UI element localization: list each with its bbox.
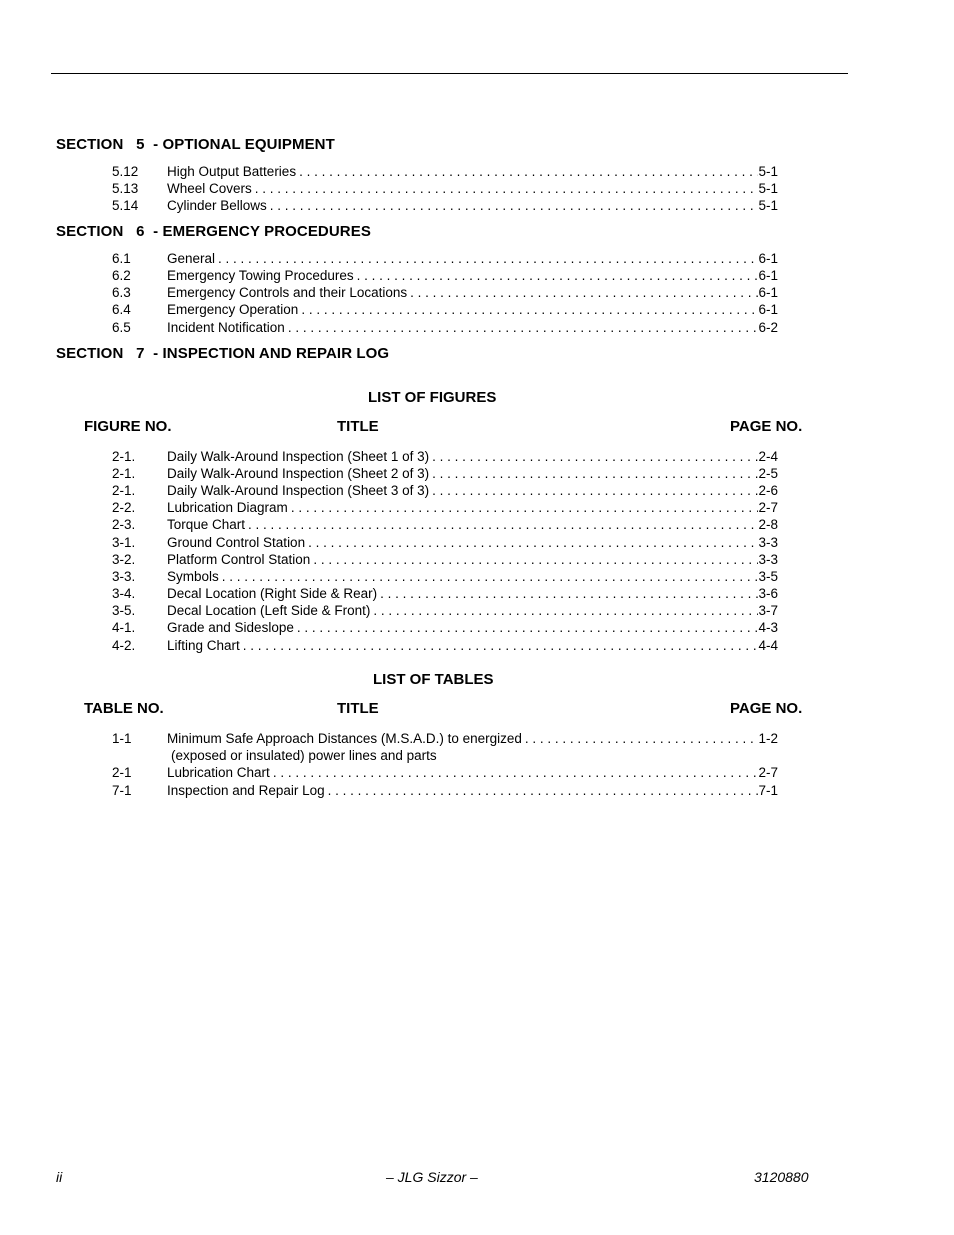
dot-leader — [432, 465, 758, 482]
dot-leader — [218, 250, 758, 267]
dot-leader — [525, 730, 759, 747]
dot-leader — [297, 619, 759, 636]
dot-leader — [222, 568, 759, 585]
entry-title: Grade and Sideslope — [167, 620, 294, 635]
toc-entry[interactable] — [112, 301, 778, 318]
entry-title: Lubrication Diagram — [167, 500, 288, 515]
table-title-column-header: TITLE — [337, 700, 379, 717]
entry-page: 6-1 — [758, 268, 778, 283]
entry-title: Decal Location (Left Side & Front) — [167, 603, 371, 618]
toc-entry[interactable] — [112, 163, 778, 180]
entry-number: 2-2. — [112, 500, 136, 515]
dot-leader — [357, 267, 759, 284]
entry-number: 2-1. — [112, 483, 136, 498]
entry-number: 3-3. — [112, 569, 136, 584]
entry-title: Platform Control Station — [167, 552, 311, 567]
entry-number: 4-2. — [112, 638, 136, 653]
dot-leader — [243, 637, 759, 654]
entry-page: 2-7 — [758, 500, 778, 515]
entry-number: 5.13 — [112, 181, 139, 196]
entry-title: Torque Chart — [167, 517, 246, 532]
dot-leader — [288, 319, 759, 336]
figure-no-column-header: FIGURE NO. — [84, 418, 172, 435]
entry-page: 5-1 — [758, 181, 778, 196]
dot-leader — [410, 284, 758, 301]
figure-entry[interactable] — [112, 499, 778, 516]
dot-leader — [380, 585, 758, 602]
entry-page: 2-8 — [758, 517, 778, 532]
figure-entry[interactable] — [112, 585, 778, 602]
footer-page-number: ii — [56, 1169, 63, 1185]
entry-number: 6.1 — [112, 251, 131, 266]
entry-title-continuation: (exposed or insulated) power lines and parts — [171, 748, 437, 763]
entry-number: 2-1. — [112, 449, 136, 464]
dot-leader — [432, 482, 758, 499]
dot-leader — [432, 448, 758, 465]
entry-page: 2-5 — [758, 466, 778, 481]
dot-leader — [273, 764, 759, 781]
entry-number: 6.3 — [112, 285, 131, 300]
entry-page: 5-1 — [758, 164, 778, 179]
figure-entry[interactable] — [112, 602, 778, 619]
entry-page: 6-1 — [758, 302, 778, 317]
entry-number: 5.14 — [112, 198, 139, 213]
entry-page: 5-1 — [758, 198, 778, 213]
entry-page: 3-7 — [758, 603, 778, 618]
dot-leader — [328, 782, 759, 799]
dot-leader — [313, 551, 758, 568]
footer-title: – JLG Sizzor – — [386, 1169, 478, 1185]
figure-entry[interactable] — [112, 568, 778, 585]
entry-title: Daily Walk-Around Inspection (Sheet 3 of 3) — [167, 483, 430, 498]
entry-title: Lifting Chart — [167, 638, 240, 653]
entry-page: 3-5 — [758, 569, 778, 584]
entry-title: General — [167, 251, 216, 266]
footer-document-number: 3120880 — [754, 1169, 809, 1185]
entry-title: Lubrication Chart — [167, 765, 270, 780]
toc-entry[interactable] — [112, 250, 778, 267]
toc-entry[interactable] — [112, 180, 778, 197]
figure-page-column-header: PAGE NO. — [730, 418, 803, 435]
list-of-tables-heading: LIST OF TABLES — [373, 671, 494, 688]
table-page-column-header: PAGE NO. — [730, 700, 803, 717]
entry-title: Daily Walk-Around Inspection (Sheet 1 of 3) — [167, 449, 430, 464]
entry-page: 3-6 — [758, 586, 778, 601]
entry-title: Decal Location (Right Side & Rear) — [167, 586, 378, 601]
entry-number: 1-1 — [112, 731, 132, 746]
entry-title: Symbols — [167, 569, 219, 584]
toc-entry[interactable] — [112, 319, 778, 336]
figure-entry[interactable] — [112, 551, 778, 568]
entry-page: 6-1 — [758, 285, 778, 300]
header-rule — [51, 73, 848, 74]
entry-number: 3-1. — [112, 535, 136, 550]
entry-title: Minimum Safe Approach Distances (M.S.A.D.) to energized — [167, 731, 522, 746]
dot-leader — [255, 180, 759, 197]
entry-page: 3-3 — [758, 535, 778, 550]
entry-page: 2-6 — [758, 483, 778, 498]
entry-number: 2-3. — [112, 517, 136, 532]
dot-leader — [248, 516, 758, 533]
entry-number: 3-5. — [112, 603, 136, 618]
entry-page: 4-3 — [758, 620, 778, 635]
entry-number: 3-2. — [112, 552, 136, 567]
entry-title: Emergency Controls and their Locations — [167, 285, 408, 300]
figure-entry[interactable] — [112, 534, 778, 551]
figure-entry[interactable] — [112, 465, 778, 482]
entry-number: 7-1 — [112, 783, 132, 798]
figure-title-column-header: TITLE — [337, 418, 379, 435]
section-7-heading: SECTION 7 - INSPECTION AND REPAIR LOG — [56, 345, 390, 362]
section-6-heading: SECTION 6 - EMERGENCY PROCEDURES — [56, 223, 371, 240]
dot-leader — [270, 197, 759, 214]
figure-entry[interactable] — [112, 482, 778, 499]
list-of-figures-heading: LIST OF FIGURES — [368, 389, 497, 406]
entry-page: 1-2 — [758, 731, 778, 746]
dot-leader — [301, 301, 758, 318]
entry-title: Inspection and Repair Log — [167, 783, 325, 798]
dot-leader — [308, 534, 758, 551]
entry-page: 6-1 — [758, 251, 778, 266]
figure-entry[interactable] — [112, 448, 778, 465]
entry-page: 2-7 — [758, 765, 778, 780]
toc-entry[interactable] — [112, 284, 778, 301]
entry-number: 2-1. — [112, 466, 136, 481]
figure-entry[interactable] — [112, 637, 778, 654]
entry-number: 3-4. — [112, 586, 136, 601]
figure-entry[interactable] — [112, 516, 778, 533]
entry-title: Incident Notification — [167, 320, 285, 335]
entry-title: High Output Batteries — [167, 164, 297, 179]
entry-number: 6.2 — [112, 268, 131, 283]
entry-number: 2-1 — [112, 765, 132, 780]
entry-title: Emergency Operation — [167, 302, 299, 317]
toc-entry[interactable] — [112, 267, 778, 284]
table-entry[interactable] — [112, 782, 778, 799]
toc-entry[interactable] — [112, 197, 778, 214]
section-5-heading: SECTION 5 - OPTIONAL EQUIPMENT — [56, 136, 335, 153]
entry-title: Wheel Covers — [167, 181, 252, 196]
entry-page: 3-3 — [758, 552, 778, 567]
entry-page: 6-2 — [758, 320, 778, 335]
table-entry[interactable] — [112, 764, 778, 781]
dot-leader — [299, 163, 758, 180]
dot-leader — [373, 602, 758, 619]
entry-page: 4-4 — [758, 638, 778, 653]
table-no-column-header: TABLE NO. — [84, 700, 164, 717]
entry-page: 2-4 — [758, 449, 778, 464]
entry-number: 5.12 — [112, 164, 139, 179]
dot-leader — [291, 499, 759, 516]
table-entry[interactable] — [112, 730, 778, 747]
entry-title: Ground Control Station — [167, 535, 306, 550]
figure-entry[interactable] — [112, 619, 778, 636]
entry-number: 6.5 — [112, 320, 131, 335]
entry-title: Emergency Towing Procedures — [167, 268, 354, 283]
entry-number: 6.4 — [112, 302, 131, 317]
entry-page: 7-1 — [758, 783, 778, 798]
entry-title: Daily Walk-Around Inspection (Sheet 2 of 3) — [167, 466, 430, 481]
entry-title: Cylinder Bellows — [167, 198, 267, 213]
entry-number: 4-1. — [112, 620, 136, 635]
